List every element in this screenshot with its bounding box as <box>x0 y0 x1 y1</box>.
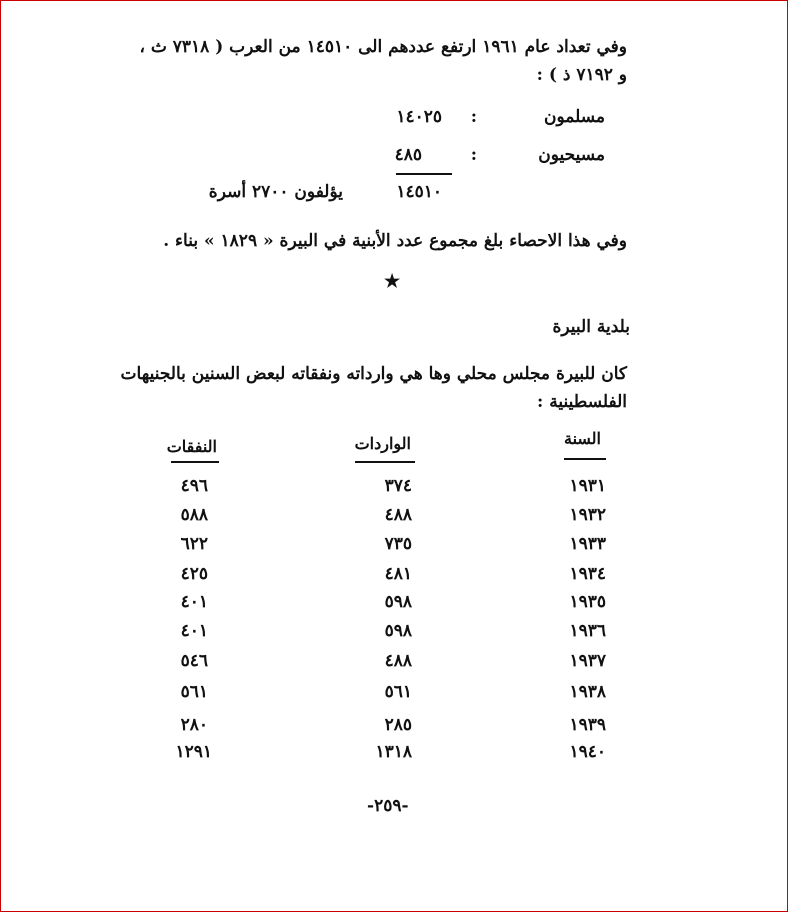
section-heading: بلدية البيرة <box>552 317 630 337</box>
revenue-cell: ٧٣٥ <box>384 534 412 554</box>
christians-value: ٤٨٥ <box>394 145 422 165</box>
header-expenses: النفقات <box>166 437 217 456</box>
census-line-2: و ٧١٩٢ ذ ) : <box>536 65 627 85</box>
header-year: السنة <box>564 429 601 448</box>
total-value: ١٤٥١٠ <box>396 182 442 202</box>
header-revenue-underline <box>355 461 415 463</box>
sum-divider <box>396 173 452 175</box>
revenue-cell: ٤٨٨ <box>384 651 412 671</box>
year-cell: ١٩٣٢ <box>569 505 606 525</box>
muslims-colon: : <box>470 107 477 127</box>
year-cell: ١٩٣٩ <box>569 715 606 735</box>
expenses-cell: ١٢٩١ <box>175 742 212 762</box>
christians-colon: : <box>470 145 477 165</box>
year-cell: ١٩٣٥ <box>569 592 606 612</box>
header-expenses-underline <box>171 461 219 463</box>
expenses-cell: ٥٦١ <box>180 682 208 702</box>
revenue-cell: ٤٨١ <box>384 564 412 584</box>
year-cell: ١٩٣٦ <box>569 621 606 641</box>
revenue-cell: ٢٨٥ <box>384 715 412 735</box>
expenses-cell: ٤٩٦ <box>180 476 208 496</box>
expenses-cell: ٤٠١ <box>180 621 208 641</box>
expenses-cell: ٤٢٥ <box>180 564 208 584</box>
year-cell: ١٩٣٤ <box>569 564 606 584</box>
expenses-cell: ٤٠١ <box>180 592 208 612</box>
revenue-cell: ٣٧٤ <box>384 476 412 496</box>
revenue-cell: ٥٩٨ <box>384 592 412 612</box>
families-text: يؤلفون ٢٧٠٠ أسرة <box>208 182 343 202</box>
muslims-value: ١٤٠٢٥ <box>396 107 442 127</box>
star-separator: ★ <box>384 271 401 292</box>
revenue-cell: ٤٨٨ <box>384 505 412 525</box>
expenses-cell: ٥٨٨ <box>180 505 208 525</box>
year-cell: ١٩٣١ <box>569 476 606 496</box>
header-year-underline <box>564 458 606 460</box>
year-cell: ١٩٣٨ <box>569 682 606 702</box>
expenses-cell: ٥٤٦ <box>180 651 208 671</box>
christians-label: مسيحيون <box>538 145 605 165</box>
expenses-cell: ٦٢٢ <box>180 534 208 554</box>
page-number: -٢٥٩- <box>367 796 409 816</box>
header-revenue: الواردات <box>354 434 411 453</box>
intro-line-1: كان للبيرة مجلس محلي وها هي وارداته ونفقاته لبعض السنين بالجنيهات <box>120 364 627 384</box>
muslims-label: مسلمون <box>544 107 605 127</box>
revenue-cell: ١٣١٨ <box>375 742 412 762</box>
buildings-text: وفي هذا الاحصاء بلغ مجموع عدد الأبنية في البيرة « ١٨٢٩ » بناء . <box>163 231 627 251</box>
year-cell: ١٩٤٠ <box>569 742 606 762</box>
expenses-cell: ٢٨٠ <box>180 715 208 735</box>
revenue-cell: ٥٩٨ <box>384 621 412 641</box>
year-cell: ١٩٣٣ <box>569 534 606 554</box>
year-cell: ١٩٣٧ <box>569 651 606 671</box>
revenue-cell: ٥٦١ <box>384 682 412 702</box>
intro-line-2: الفلسطينية : <box>537 392 627 412</box>
census-line-1: وفي تعداد عام ١٩٦١ ارتفع عددهم الى ١٤٥١٠ من العرب ( ٧٣١٨ ث ، <box>139 37 627 57</box>
